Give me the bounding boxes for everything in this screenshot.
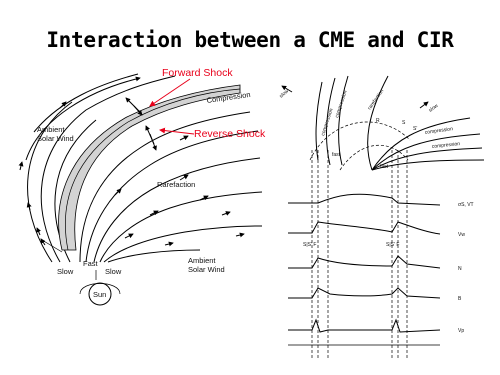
profile-label-b: B <box>458 296 462 302</box>
S-prime-label: S' <box>413 126 418 132</box>
cme-cir-sketch <box>20 67 266 305</box>
fast-b-label: fast <box>380 164 389 170</box>
profile-vp <box>288 320 440 332</box>
streamline-7 <box>86 131 258 262</box>
slow-right-label: Slow <box>105 267 122 276</box>
reverse-shock-label: Reverse Shock <box>194 128 266 140</box>
ambient-bottom-line2: Solar Wind <box>188 265 225 274</box>
profile-b <box>288 288 440 298</box>
compression-d-label: compression <box>431 141 461 150</box>
field-line-b2 <box>372 134 480 170</box>
compression-c-label: compression <box>424 126 454 136</box>
reverse-shock-pointer <box>160 130 194 134</box>
slow-arrow <box>420 102 428 108</box>
slow-left-label: Slow <box>57 267 74 276</box>
slide-title: Interaction between a CME and CIR <box>46 28 454 52</box>
profile-label-sigma: σS, VT <box>458 202 474 208</box>
S-label: S <box>402 120 406 126</box>
ambient-top-line1: Ambient <box>37 125 65 134</box>
cir-schematic <box>278 76 484 360</box>
marker-right: S|S' F <box>386 242 400 248</box>
streamline-11 <box>108 250 200 262</box>
slow-right-label: slow <box>427 102 440 114</box>
ambient-bottom-line1: Ambient <box>188 256 216 265</box>
rarefaction-right-label: rarefaction <box>366 88 386 112</box>
profile-label-vp: Vp <box>458 328 465 334</box>
fast-label: Fast <box>83 259 98 268</box>
field-line-a1 <box>316 82 322 160</box>
fast-a-label: fast <box>332 152 341 158</box>
streamline-8 <box>94 158 260 262</box>
compression-a-label: compression <box>320 107 335 137</box>
ambient-top-line2: Solar Wind <box>37 134 74 143</box>
marker-left: S|S' F <box>303 242 317 248</box>
compression-label: Compression <box>206 89 252 105</box>
profile-vw <box>288 222 440 234</box>
forward-shock-label: Forward Shock <box>162 67 233 79</box>
profile-sigma <box>288 194 440 205</box>
rarefaction-label: Rarefaction <box>157 180 196 189</box>
compression-b-label: compression <box>334 89 349 119</box>
slow-top-left: slow <box>278 88 290 100</box>
profile-n <box>288 256 440 268</box>
field-line-b3 <box>372 148 482 170</box>
R-label: R <box>376 118 380 124</box>
profile-label-n: N <box>458 266 462 272</box>
field-line-b4 <box>372 160 484 170</box>
sun-label: Sun <box>93 290 107 299</box>
profile-label-vw: Vw <box>458 232 465 238</box>
